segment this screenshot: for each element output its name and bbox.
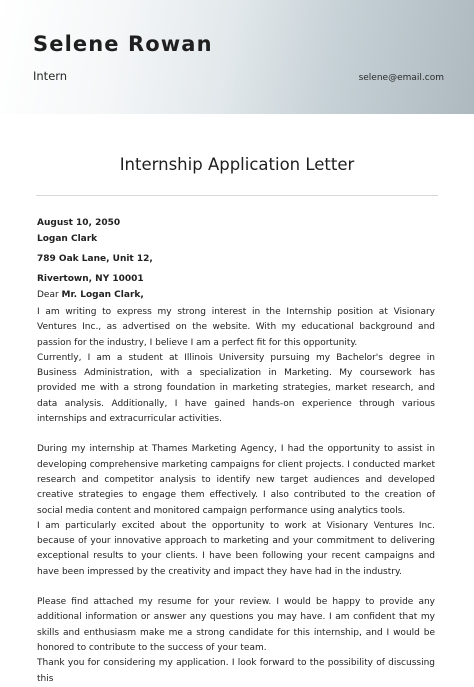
paragraph: Currently, I am a student at Illinois University pursuing my Bachelor's degree in Business Administration, with a specialization in Marketing. My coursework has provided me with a strong foundation in marketing strategies, market research, and data analysis. Additionally, I have gained hands-on experience through various internships and extracurricular activities. [37,352,435,425]
paragraph-gap [37,427,435,442]
address-line-2: Rivertown, NY 10001 [37,274,144,284]
recipient-name: Logan Clark [37,234,98,244]
paragraph: I am writing to express my strong interest in the Internship position at Visionary Ventures Inc., as advertised on the website. With my educational background and passion for the industry, I believe I am a perfect fit for this opportunity. [37,307,435,348]
letter-body [37,305,435,687]
salutation [37,291,144,300]
paragraph-gap [37,580,435,595]
applicant-email: selene@email.com [358,73,444,83]
paragraph: Please find attached my resume for your review. I would be happy to provide any additional information or answer any questions you may have. I am confident that my skills and enthusiasm make me a strong candidate for this internship, and I would be honored to contribute to the success of your team. [37,597,435,653]
applicant-role: Intern [33,69,68,83]
salutation-prefix: Dear [37,290,62,300]
paragraph: I am particularly excited about the opportunity to work at Visionary Ventures Inc. because of your innovative approach to marketing and your commitment to delivering exceptional results to your clients. I have been following your recent campaigns and have been impressed by the creativity and impact they have had in the industry. [37,520,435,577]
paragraph: During my internship at Thames Marketing Agency, I had the opportunity to assist in developing comprehensive marketing campaigns for client projects. I conducted market research and competitor analysis to identify new target audiences and developed creative strategies to engage them effectively. I also contributed to the creation of social media content and monitored campaign performance using analytics tools. [37,444,435,516]
paragraph: Thank you for considering my application. I look forward to the possibility of discussing this [37,658,435,684]
address-line-1: 789 Oak Lane, Unit 12, [37,254,153,264]
letter-header [0,0,474,114]
salutation-recipient: Mr. Logan Clark, [61,290,144,300]
letter-date: August 10, 2050 [37,218,121,228]
applicant-name: Selene Rowan [33,32,213,56]
document-title: Internship Application Letter [119,155,355,174]
title-divider [36,195,438,196]
